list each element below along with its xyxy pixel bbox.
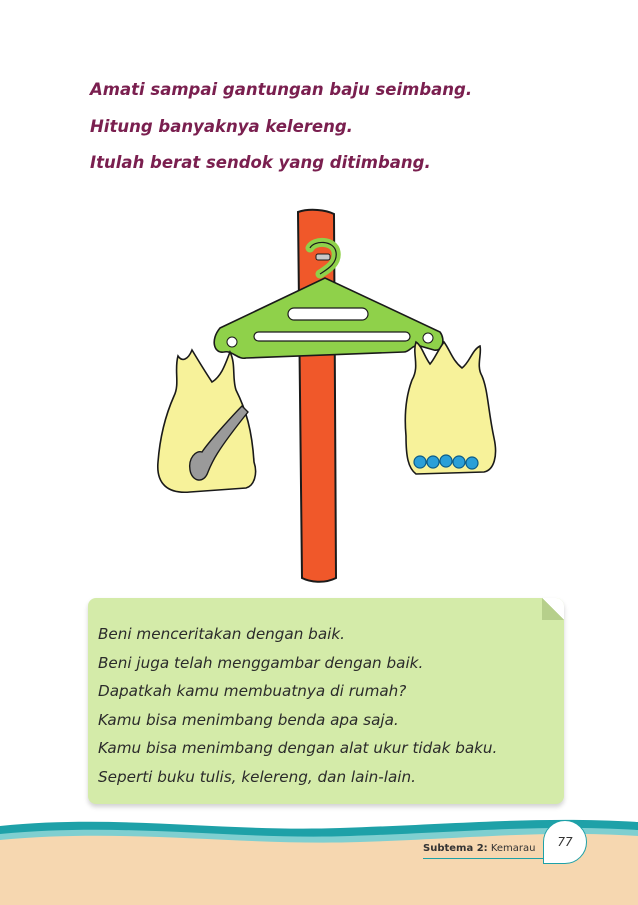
instruction-line: Itulah berat sendok yang ditimbang. bbox=[90, 153, 431, 172]
page-fold-corner bbox=[542, 598, 564, 620]
note-box bbox=[88, 598, 564, 804]
note-line: Seperti buku tulis, kelereng, dan lain-lain. bbox=[98, 767, 416, 786]
instruction-list bbox=[90, 72, 472, 182]
footer-underline bbox=[423, 858, 563, 859]
marble-icon bbox=[440, 455, 452, 467]
note-line: Kamu bisa menimbang dengan alat ukur tidak baku. bbox=[98, 739, 498, 758]
marble-icon bbox=[414, 456, 426, 468]
note-line: Dapatkah kamu membuatnya di rumah? bbox=[98, 682, 407, 701]
footer-subtheme bbox=[423, 843, 536, 854]
note-line: Kamu bisa menimbang benda apa saja. bbox=[98, 710, 399, 729]
note-line: Beni menceritakan dengan baik. bbox=[98, 625, 345, 643]
balance-illustration bbox=[150, 200, 500, 590]
instruction-line: Amati sampai gantungan baju seimbang. bbox=[90, 80, 473, 99]
subtheme-label: Subtema 2: bbox=[423, 843, 488, 854]
subtheme-name: Kemarau bbox=[490, 843, 536, 854]
marble-icon bbox=[466, 457, 478, 469]
marble-icon bbox=[453, 456, 465, 468]
note-line: Beni juga telah menggambar dengan baik. bbox=[98, 653, 424, 672]
instruction-line: Hitung banyaknya kelereng. bbox=[90, 116, 353, 136]
plastic-bag-icon bbox=[405, 342, 495, 474]
marble-icon bbox=[427, 456, 439, 468]
page-number: 77 bbox=[543, 820, 587, 864]
clothes-hanger-icon bbox=[214, 242, 443, 358]
note-lines bbox=[98, 620, 497, 792]
